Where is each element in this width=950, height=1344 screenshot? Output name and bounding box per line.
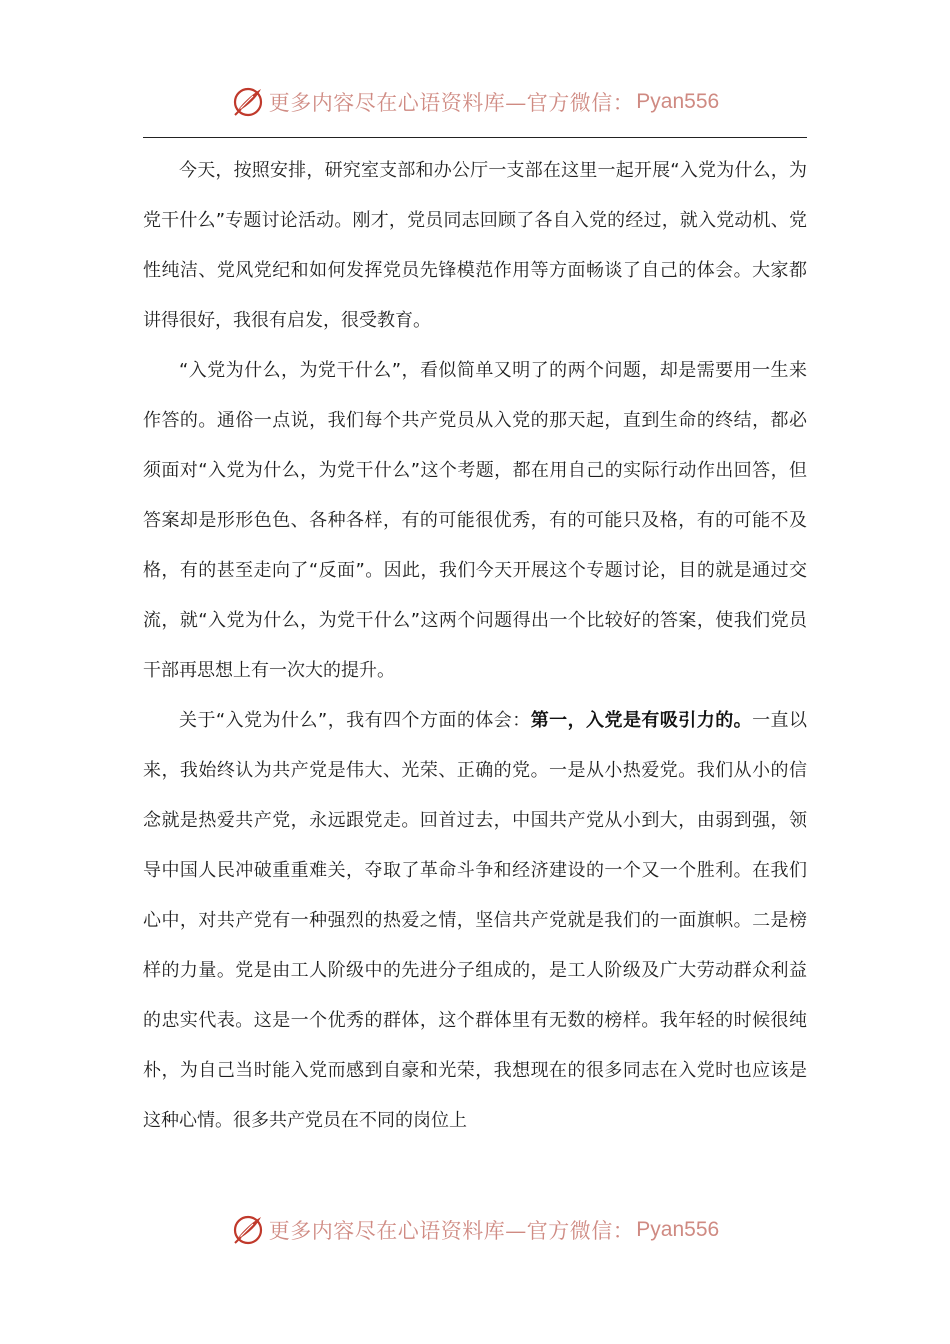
quill-pen-logo-icon xyxy=(231,85,265,119)
paragraph-3-bold-heading: 第一，入党是有吸引力的。 xyxy=(530,710,753,731)
paragraph-1: 今天，按照安排，研究室支部和办公厅一支部在这里一起开展“入党为什么，为党干什么”专题讨论活动。刚才，党员同志回顾了各自入党的经过，就入党动机、党性纯洁、党风党纪和如何发挥党员先锋模范作用等方面畅谈了自己的体会。大家都讲得很好，我很有启发，很受教育。 xyxy=(143,160,807,331)
paragraph-3 xyxy=(143,696,807,1146)
paragraph-2: “入党为什么，为党干什么”，看似简单又明了的两个问题，却是需要用一生来作答的。通俗一点说，我们每个共产党员从入党的那天起，直到生命的终结，都必须面对“入党为什么，为党干什么”这个考题，都在用自己的实际行动作出回答，但答案却是形形色色、各种各样，有的可能很优秀，有的可能只及格，有的可能不及格，有的甚至走向了“反面”。因此，我们今天开展这个专题讨论，目的就是通过交流，就“入党为什么，为党干什么”这两个问题得出一个比较好的答案，使我们党员干部再思想上有一次大的提升。 xyxy=(143,360,807,681)
footer-banner xyxy=(0,1208,950,1252)
footer-banner-text: 更多内容尽在心语资料库—官方微信： xyxy=(268,1219,635,1243)
header-banner xyxy=(0,80,950,124)
document-body xyxy=(143,146,807,1146)
paragraph-3-lead: 关于“入党为什么”，我有四个方面的体会： xyxy=(179,710,531,731)
footer-wechat-handle: Pyan556 xyxy=(636,1218,720,1241)
header-wechat-handle: Pyan556 xyxy=(636,90,720,113)
paragraph-3-rest: 一直以来，我始终认为共产党是伟大、光荣、正确的党。一是从小热爱党。我们从小的信念就是热爱共产党，永远跟党走。回首过去，中国共产党从小到大，由弱到强，领导中国人民冲破重重难关，夺取了革命斗争和经济建设的一个又一个胜利。在我们心中，对共产党有一种强烈的热爱之情，坚信共产党就是我们的一面旗帜。二是榜样的力量。党是由工人阶级中的先进分子组成的，是工人阶级及广大劳动群众利益的忠实代表。这是一个优秀的群体，这个群体里有无数的榜样。我年轻的时候很纯朴，为自己当时能入党而感到自豪和光荣，我想现在的很多同志在入党时也应该是这种心情。很多共产党员在不同的岗位上 xyxy=(143,710,808,1131)
quill-pen-logo-icon xyxy=(231,1213,265,1247)
header-divider xyxy=(143,137,807,138)
header-banner-text: 更多内容尽在心语资料库—官方微信： xyxy=(268,91,635,115)
